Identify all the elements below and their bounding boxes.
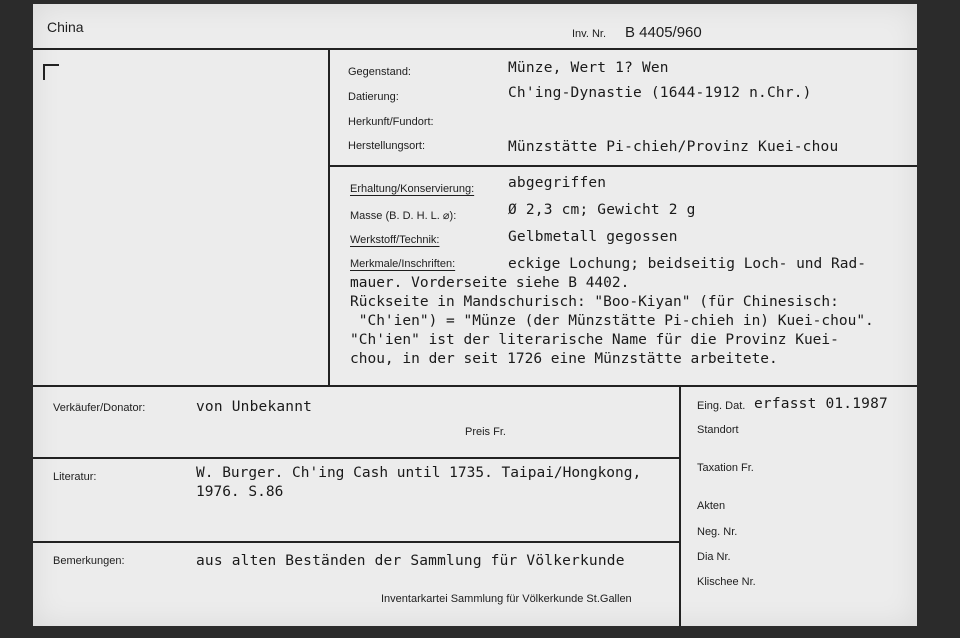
masse-label: Masse (B. D. H. L. ⌀): bbox=[350, 210, 457, 222]
eing-value: erfasst 01.1987 bbox=[754, 396, 888, 412]
inv-value: B 4405/960 bbox=[625, 24, 702, 41]
merkmale-line: Rückseite in Mandschurisch: "Boo-Kiyan" (für Chinesisch: bbox=[350, 294, 839, 310]
merkmale-line: "Ch'ien") = "Münze (der Münzstätte Pi-chieh in) Kuei-chou". bbox=[350, 313, 874, 329]
verkaeufer-label: Verkäufer/Donator: bbox=[53, 402, 146, 414]
akten-label: Akten bbox=[697, 500, 726, 512]
divider-top bbox=[33, 48, 917, 50]
corner-mark-icon bbox=[43, 64, 59, 80]
gegenstand-value: Münze, Wert 1? Wen bbox=[508, 60, 669, 76]
merkmale-label: Merkmale/Inschriften: bbox=[350, 258, 456, 270]
merkmale-line: mauer. Vorderseite siehe B 4402. bbox=[350, 275, 630, 291]
datierung-value: Ch'ing-Dynastie (1644-1912 n.Chr.) bbox=[508, 85, 812, 101]
divider-object bbox=[328, 165, 917, 167]
literatur-label: Literatur: bbox=[53, 471, 97, 483]
literatur-line: W. Burger. Ch'ing Cash until 1735. Taipai/Hongkong, bbox=[196, 465, 642, 481]
erhaltung-label: Erhaltung/Konservierung: bbox=[350, 183, 475, 195]
merkmale-line: chou, in der seit 1726 eine Münzstätte arbeitete. bbox=[350, 351, 778, 367]
divider-remarks bbox=[33, 541, 680, 543]
inventory-card bbox=[33, 4, 917, 626]
standort-label: Standort bbox=[697, 424, 739, 436]
literatur-line: 1976. S.86 bbox=[196, 484, 284, 500]
neg-label: Neg. Nr. bbox=[697, 526, 738, 538]
footer-text: Inventarkartei Sammlung für Völkerkunde St.Gallen bbox=[381, 593, 632, 605]
inv-label: Inv. Nr. bbox=[572, 28, 607, 40]
bemerkungen-label: Bemerkungen: bbox=[53, 555, 125, 567]
erhaltung-value: abgegriffen bbox=[508, 175, 607, 191]
herstellungsort-label: Herstellungsort: bbox=[348, 140, 426, 152]
bemerkungen-value: aus alten Beständen der Sammlung für Völkerkunde bbox=[196, 553, 625, 569]
eing-label: Eing. Dat. bbox=[697, 400, 746, 412]
merkmale-line: eckige Lochung; beidseitig Loch- und Rad- bbox=[508, 256, 866, 272]
verkaeufer-value: von Unbekannt bbox=[196, 399, 313, 415]
merkmale-line: "Ch'ien" ist der literarische Name für die Provinz Kuei- bbox=[350, 332, 839, 348]
divider-vertical-right bbox=[679, 385, 681, 626]
werkstoff-value: Gelbmetall gegossen bbox=[508, 229, 678, 245]
divider-middle bbox=[33, 385, 917, 387]
divider-literature bbox=[33, 457, 680, 459]
preis-label: Preis Fr. bbox=[465, 426, 506, 438]
herstellungsort-value: Münzstätte Pi-chieh/Provinz Kuei-chou bbox=[508, 139, 839, 155]
dia-label: Dia Nr. bbox=[697, 551, 731, 563]
divider-vertical-left bbox=[328, 48, 330, 387]
taxation-label: Taxation Fr. bbox=[697, 462, 754, 474]
country-label: China bbox=[47, 19, 84, 35]
werkstoff-label: Werkstoff/Technik: bbox=[350, 234, 440, 246]
gegenstand-label: Gegenstand: bbox=[348, 66, 411, 78]
masse-value: Ø 2,3 cm; Gewicht 2 g bbox=[508, 202, 696, 218]
datierung-label: Datierung: bbox=[348, 91, 399, 103]
klischee-label: Klischee Nr. bbox=[697, 576, 756, 588]
herkunft-label: Herkunft/Fundort: bbox=[348, 116, 434, 128]
